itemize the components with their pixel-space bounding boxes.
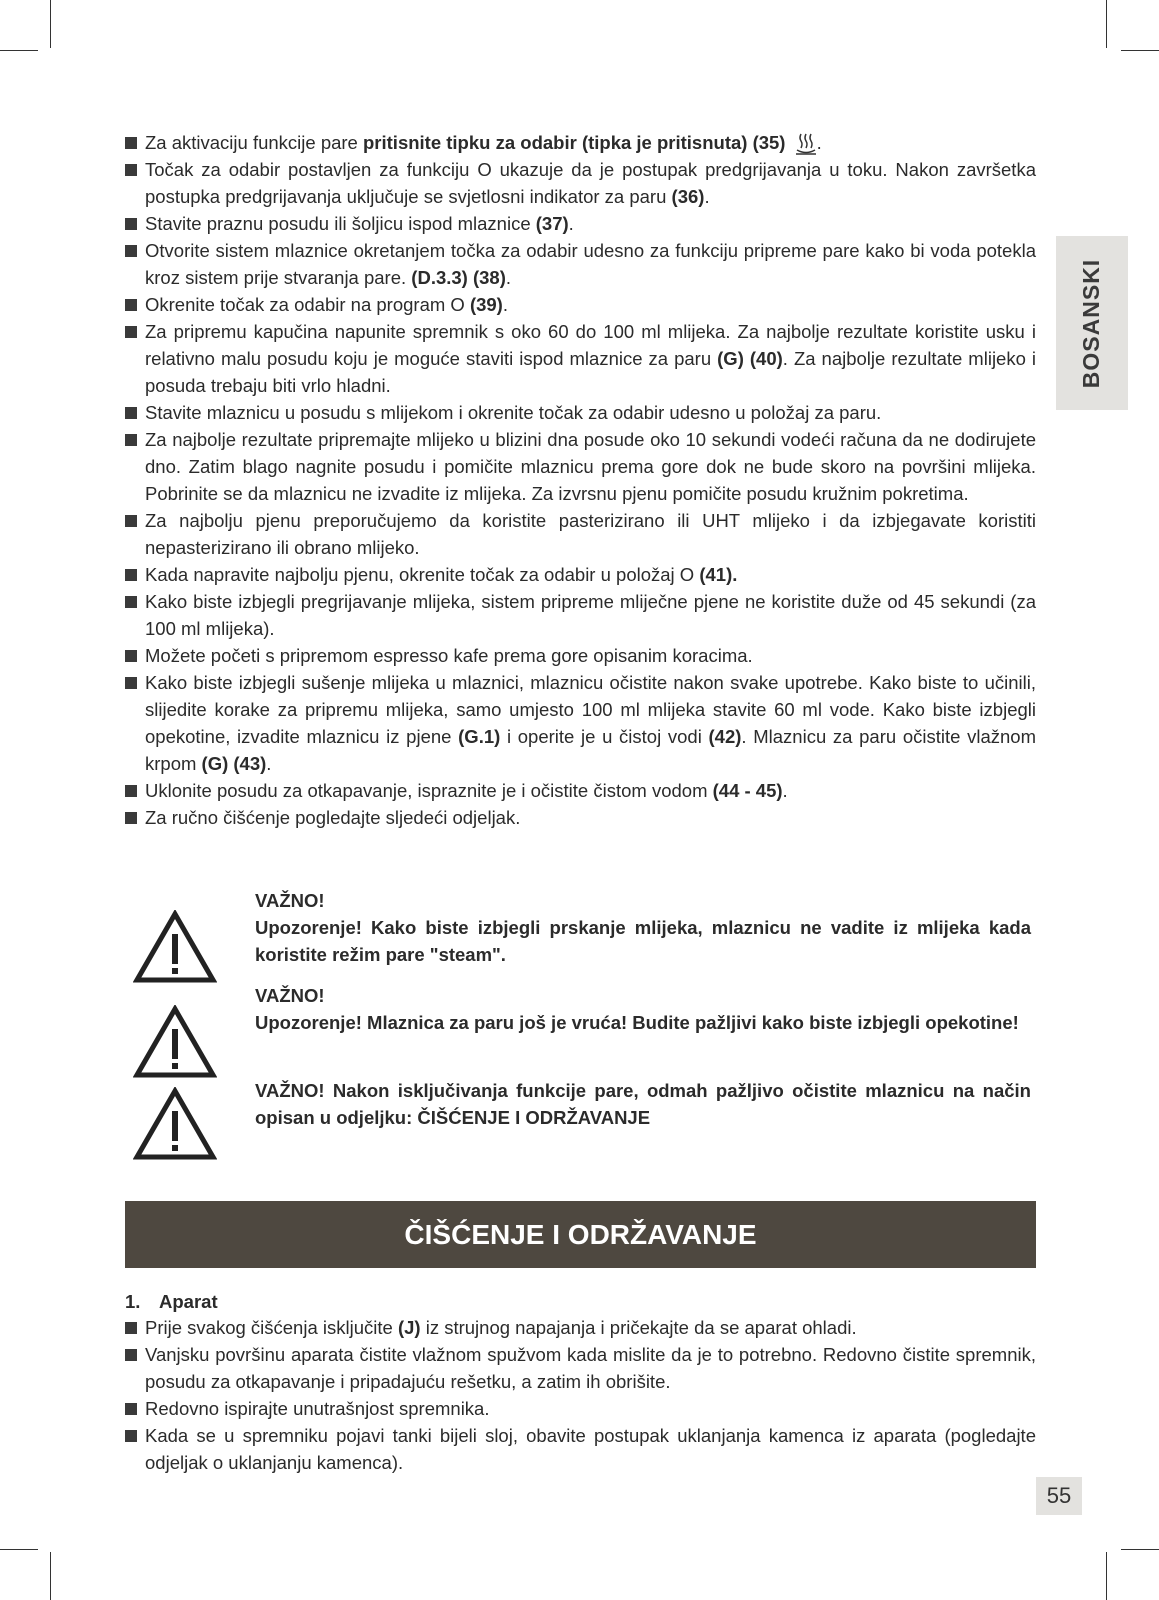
list-item: Okrenite točak za odabir na program O (39). bbox=[125, 291, 1036, 318]
list-item: Uklonite posudu za otkapavanje, ispraznite je i očistite čistom vodom (44 - 45). bbox=[125, 777, 1036, 804]
crop-mark bbox=[1106, 1552, 1107, 1600]
crop-mark bbox=[50, 1552, 51, 1600]
list-item: Za najbolje rezultate pripremajte mlijeko u blizini dna posude oko 10 sekundi vodeći računa da ne dodirujete dno. Zatim blago nagnite posudu i pomičite mlaznicu prema gore dok ne bude skoro na površini mlijeka. Pobrinite se da mlaznicu ne izvadite iz mlijeka. Za izvrsnu pjenu pomičite posudu kružnim pokretima. bbox=[125, 426, 1036, 507]
list-item: Vanjsku površinu aparata čistite vlažnom spužvom kada mislite da je to potrebno. Redovno čistite spremnik, posudu za otkapavanje i pripadajuću rešetku, a zatim ih obrišite. bbox=[125, 1341, 1036, 1395]
crop-mark bbox=[1121, 50, 1159, 51]
steam-icon bbox=[795, 132, 817, 156]
warning-text bbox=[255, 982, 1031, 1036]
list-item: Otvorite sistem mlaznice okretanjem točka za odabir udesno za funkciju pripreme pare kako bi voda potekla kroz sistem prije stvaranja pare. (D.3.3) (38). bbox=[125, 237, 1036, 291]
list-item: Kako biste izbjegli pregrijavanje mlijeka, sistem pripreme mliječne pjene ne koristite duže od 45 sekundi (za 100 ml mlijeka). bbox=[125, 588, 1036, 642]
list-item: Za aktivaciju funkcije pare pritisnite tipku za odabir (tipka je pritisnuta) (35) . bbox=[125, 129, 1036, 156]
list-item: Prije svakog čišćenja isključite (J) iz strujnog napajanja i pričekajte da se aparat ohladi. bbox=[125, 1314, 1036, 1341]
list-item: Kada se u spremniku pojavi tanki bijeli sloj, obavite postupak uklanjanja kamenca iz aparata (pogledajte odjeljak o uklanjanju kamenca). bbox=[125, 1422, 1036, 1476]
instructions bbox=[125, 129, 1036, 831]
list-item: Kako biste izbjegli sušenje mlijeka u mlaznici, mlaznicu očistite nakon svake upotrebe. Kako biste to učinili, slijedite korake za pripremu mlijeka, samo umjesto 100 ml mlijeka stavite 60 ml vode. Kako biste izbjegli opekotine, izvadite mlaznicu iz pjene (G.1) i operite je u čistoj vodi (42). Mlaznicu za paru očistite vlažnom krpom (G) (43). bbox=[125, 669, 1036, 777]
list-item: Stavite praznu posudu ili šoljicu ispod mlaznice (37). bbox=[125, 210, 1036, 237]
crop-mark bbox=[1106, 0, 1107, 48]
language-tab bbox=[1056, 236, 1128, 410]
cleaning-list bbox=[125, 1314, 1036, 1476]
warning-body: Upozorenje! Kako biste izbjegli prskanje mlijeka, mlaznicu ne vadite iz mlijeka kada koristite režim pare "steam". bbox=[255, 917, 1031, 965]
warning-icon bbox=[133, 1087, 217, 1161]
subsection-heading bbox=[125, 1288, 218, 1315]
warning-body: Upozorenje! Mlaznica za paru još je vruća! Budite pažljivi kako biste izbjegli opekotine! bbox=[255, 1012, 1019, 1033]
subsection-title: Aparat bbox=[159, 1291, 218, 1312]
list-item: Za ručno čišćenje pogledajte sljedeći odjeljak. bbox=[125, 804, 1036, 831]
warning-icon bbox=[133, 910, 217, 984]
warning-body: VAŽNO! Nakon isključivanja funkcije pare, odmah pažljivo očistite mlaznicu na način opisan u odjeljku: ČIŠĆENJE I ODRŽAVANJE bbox=[255, 1080, 1031, 1128]
list-item: Kada napravite najbolju pjenu, okrenite točak za odabir u položaj O (41). bbox=[125, 561, 1036, 588]
section-title: ČIŠĆENJE I ODRŽAVANJE bbox=[125, 1201, 1036, 1268]
crop-mark bbox=[1121, 1549, 1159, 1550]
crop-mark bbox=[0, 50, 38, 51]
list-item: Možete početi s pripremom espresso kafe prema gore opisanim koracima. bbox=[125, 642, 1036, 669]
crop-mark bbox=[50, 0, 51, 48]
list-item: Stavite mlaznicu u posudu s mlijekom i okrenite točak za odabir udesno u položaj za paru. bbox=[125, 399, 1036, 426]
subsection-number: 1. bbox=[125, 1291, 141, 1312]
list-item: Za pripremu kapučina napunite spremnik s oko 60 do 100 ml mlijeka. Za najbolje rezultate koristite usku i relativno malu posudu koju je moguće staviti ispod mlaznice za paru (G) (40). Za najbolje rezultate mlijeko i posuda trebaju biti vrlo hladni. bbox=[125, 318, 1036, 399]
list-item: Redovno ispirajte unutrašnjost spremnika. bbox=[125, 1395, 1036, 1422]
warning-icon bbox=[133, 1005, 217, 1079]
instruction-list bbox=[125, 129, 1036, 831]
crop-mark bbox=[0, 1549, 38, 1550]
list-item: Za najbolju pjenu preporučujemo da koristite pasterizirano ili UHT mlijeko i da izbjegavate koristiti nepasterizirano ili obrano mlijeko. bbox=[125, 507, 1036, 561]
list-item: Točak za odabir postavljen za funkciju O ukazuje da je postupak predgrijavanja u toku. Nakon završetka postupka predgrijavanja uključuje se svjetlosni indikator za paru (36). bbox=[125, 156, 1036, 210]
warning-heading: VAŽNO! bbox=[255, 890, 325, 911]
language-label: BOSANSKI bbox=[1078, 258, 1105, 388]
cleaning-instructions bbox=[125, 1314, 1036, 1476]
warning-text bbox=[255, 887, 1031, 968]
warning-heading: VAŽNO! bbox=[255, 985, 325, 1006]
page-number: 55 bbox=[1036, 1477, 1082, 1515]
warning-text bbox=[255, 1077, 1031, 1131]
